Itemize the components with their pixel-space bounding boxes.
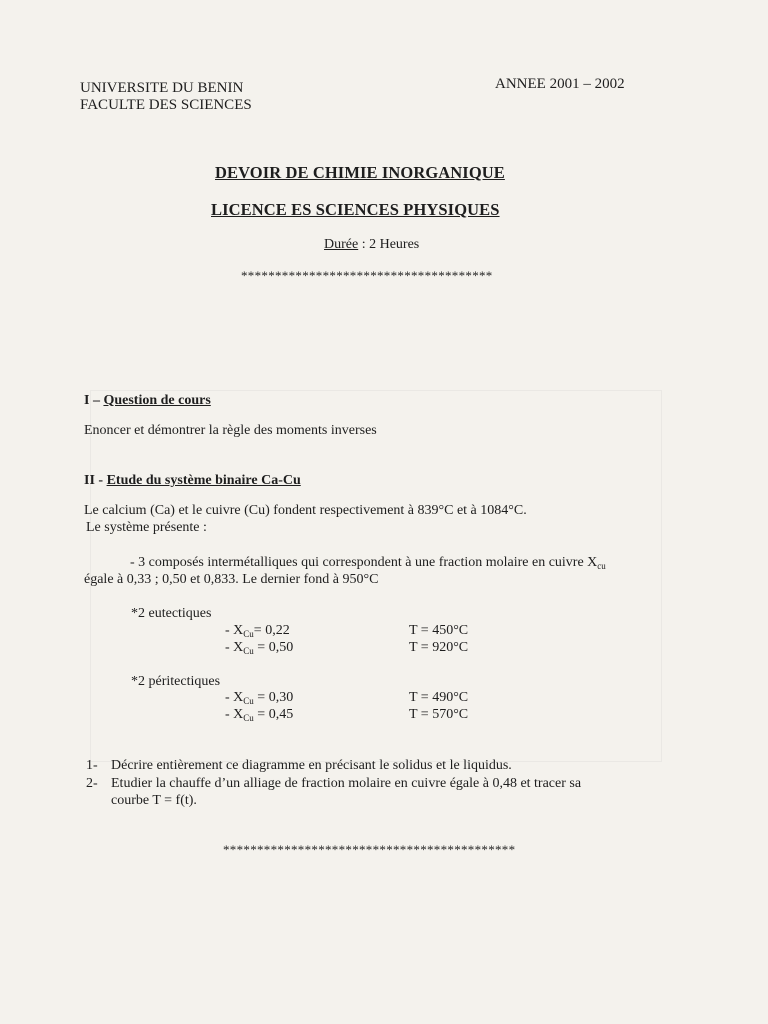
- section-2-intro-1: Le calcium (Ca) et le cuivre (Cu) fondent respectivement à 839°C et à 1084°C.: [84, 503, 527, 518]
- question-1-number: 1-: [86, 758, 98, 773]
- section-1-text: Enoncer et démontrer la règle des moments inverses: [84, 423, 377, 438]
- peritectic-row-1-composition: - $X_{Cu} = 0,30$: [225, 690, 294, 706]
- section-2-title: Etude du système binaire Ca-Cu: [106, 473, 301, 488]
- peritectic-row-1-temperature: T = 490°C: [409, 690, 469, 705]
- eutectics-label: *2 eutectiques: [131, 606, 212, 621]
- separator-bottom: *******************************************: [223, 842, 516, 857]
- duration-value: : 2 Heures: [358, 237, 420, 252]
- compounds-line-1: - 3 composés intermétalliques qui correspondent à une fraction molaire en cuivre $X_{cu}$: [130, 555, 606, 571]
- exam-title: DEVOIR DE CHIMIE INORGANIQUE: [215, 163, 505, 182]
- section-2-number: II -: [84, 473, 107, 488]
- compounds-line-2: égale à 0,33 ; 0,50 et 0,833. Le dernier fond à 950°C: [84, 572, 379, 587]
- eutectic-row-2-temperature: T = 920°C: [409, 640, 469, 655]
- eutectic-row-1-temperature: T = 450°C: [409, 623, 469, 638]
- section-1-number: I –: [84, 393, 104, 408]
- exam-subtitle: LICENCE ES SCIENCES PHYSIQUES: [211, 200, 500, 219]
- question-1-text: Décrire entièrement ce diagramme en précisant le solidus et le liquidus.: [111, 758, 512, 773]
- peritectic-row-2-temperature: T = 570°C: [409, 707, 469, 722]
- question-2-text-continued: courbe T = f(t).: [111, 793, 197, 808]
- question-2-text: Etudier la chauffe d’un alliage de fraction molaire en cuivre égale à 0,48 et tracer sa: [111, 776, 582, 791]
- separator-top: *************************************: [241, 268, 493, 283]
- duration-label: Durée: [324, 237, 359, 252]
- eutectic-row-2-composition: - $X_{Cu} = 0,50$: [225, 640, 294, 656]
- university-name: UNIVERSITE DU BENIN: [80, 80, 244, 96]
- duration: [324, 237, 419, 253]
- peritectic-row-2-composition: - $X_{Cu} = 0,45$: [225, 707, 294, 723]
- question-2-number: 2-: [86, 776, 98, 791]
- section-1-heading: [84, 393, 211, 409]
- eutectic-row-1-composition: - $X_{Cu}= 0,22$: [225, 623, 290, 639]
- faculty-name: FACULTE DES SCIENCES: [80, 97, 252, 113]
- peritectics-label: *2 péritectiques: [131, 674, 221, 689]
- section-1-title: Question de cours: [103, 393, 211, 408]
- section-2-intro-2: Le système présente :: [86, 520, 207, 535]
- section-2-heading: [84, 473, 301, 489]
- academic-year: ANNEE 2001 – 2002: [495, 76, 625, 92]
